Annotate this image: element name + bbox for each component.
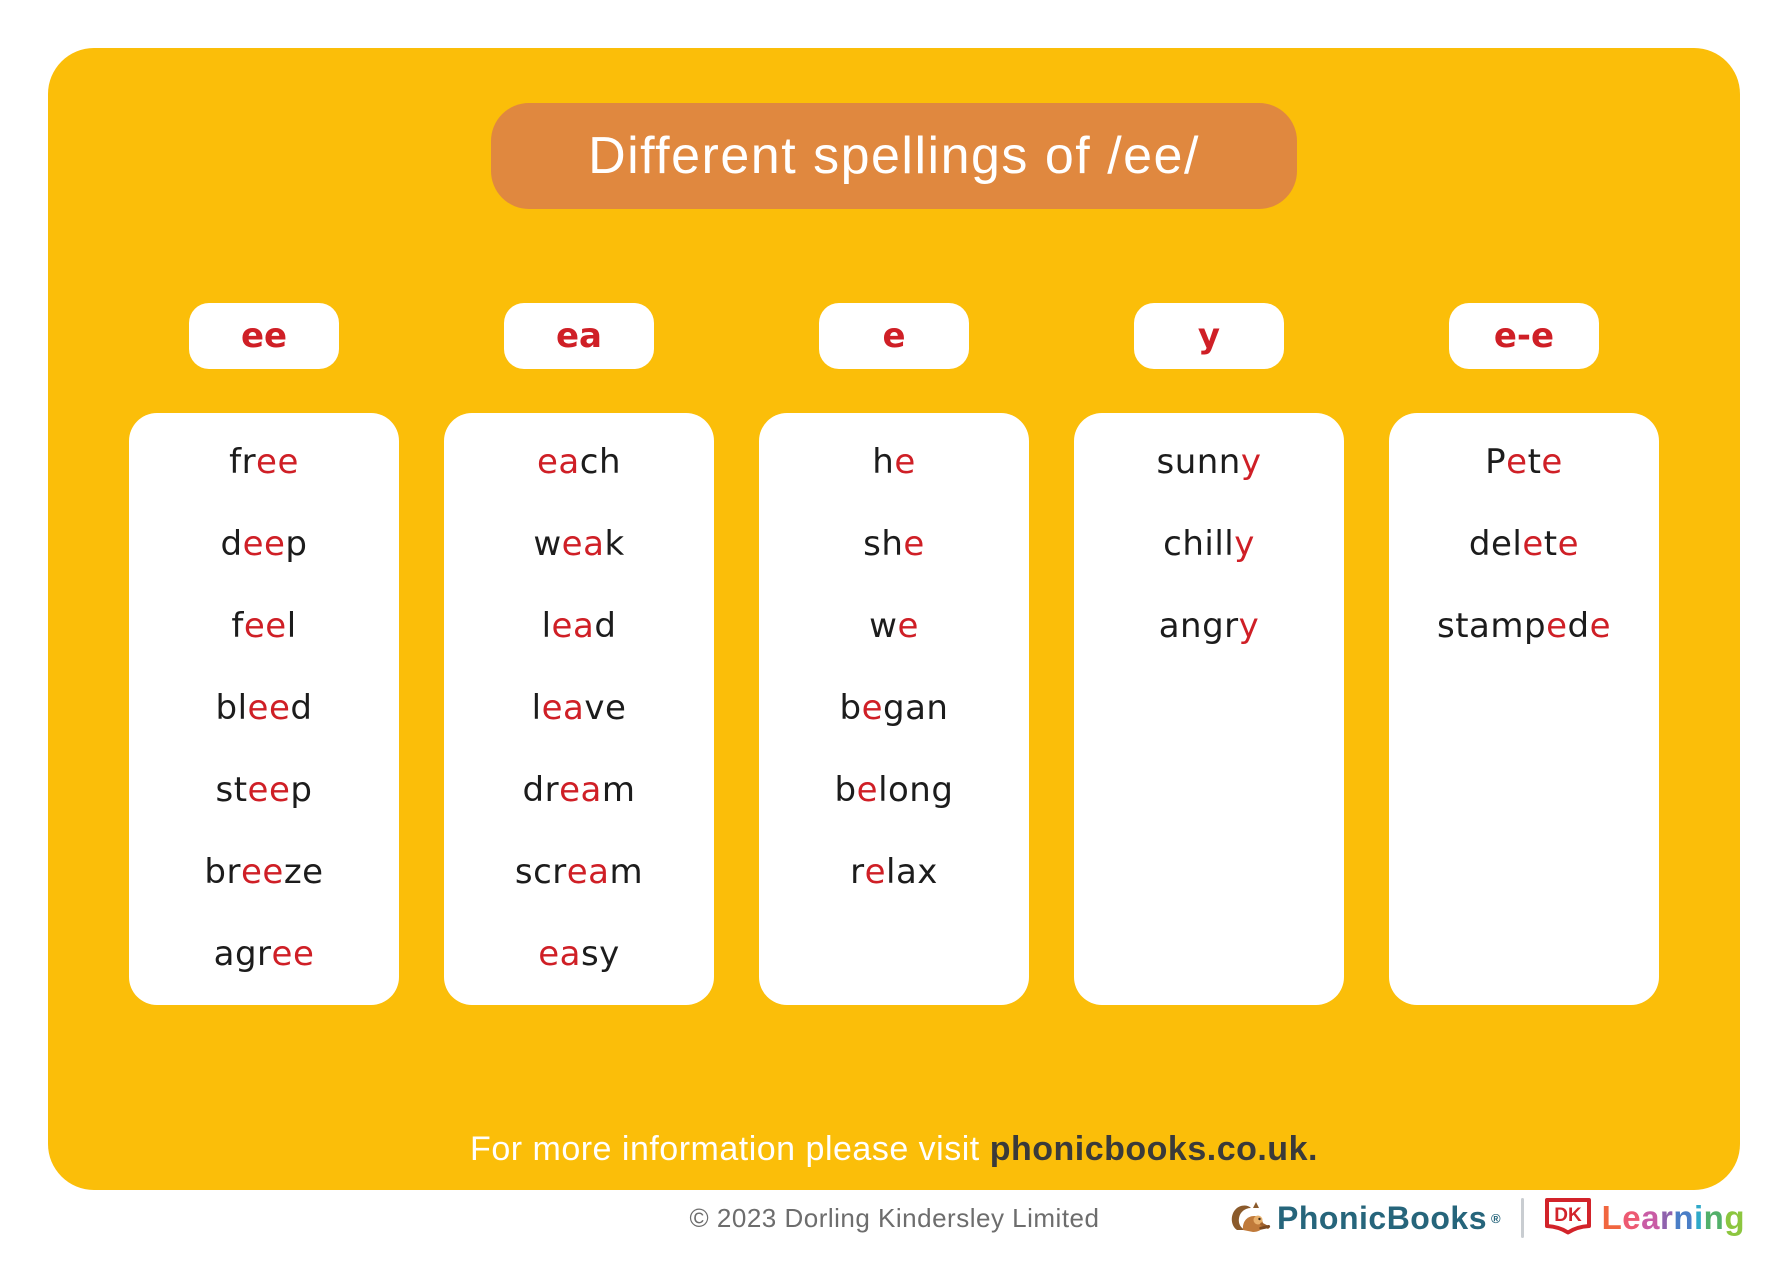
word-segment: k	[604, 524, 625, 564]
grapheme-highlight: e	[1522, 524, 1544, 564]
grapheme-highlight: e	[1506, 442, 1528, 482]
copyright-text: © 2023 Dorling Kindersley Limited	[689, 1203, 1100, 1233]
word	[129, 667, 399, 749]
word-segment: d	[290, 688, 313, 728]
grapheme-highlight: e	[903, 524, 925, 564]
word-segment: d	[1567, 606, 1590, 646]
svg-text:DK: DK	[1553, 1205, 1582, 1226]
column-label-pill	[819, 303, 969, 369]
word-segment: l	[541, 606, 552, 646]
word-segment: ve	[584, 688, 627, 728]
word	[1389, 503, 1659, 585]
learning-wordmark	[1602, 1199, 1745, 1237]
word	[129, 831, 399, 913]
squirrel-icon	[1229, 1196, 1273, 1240]
word	[759, 667, 1029, 749]
column-e-e	[1389, 303, 1659, 1005]
word-card	[1389, 413, 1659, 1005]
word-segment: gan	[883, 688, 949, 728]
word-segment: d	[594, 606, 617, 646]
column-ea	[444, 303, 714, 1005]
word-segment: f	[231, 606, 244, 646]
learning-letter: g	[1724, 1199, 1745, 1236]
word-segment: fr	[229, 442, 257, 482]
word-segment: m	[609, 852, 644, 892]
word	[129, 749, 399, 831]
grapheme-highlight: y	[1238, 606, 1260, 646]
word-segment: chill	[1163, 524, 1235, 564]
word-segment: stamp	[1436, 606, 1547, 646]
word-segment: lax	[886, 852, 938, 892]
dk-learning-logo	[1544, 1197, 1745, 1239]
word	[129, 503, 399, 585]
grapheme-highlight: e	[1546, 606, 1568, 646]
word-segment: sh	[863, 524, 904, 564]
grapheme-highlight: ee	[247, 770, 291, 810]
learning-letter: L	[1601, 1199, 1623, 1236]
word-segment: r	[850, 852, 865, 892]
grapheme-highlight: ea	[541, 688, 585, 728]
word-segment: long	[878, 770, 954, 810]
word	[1389, 421, 1659, 503]
learning-letter: r	[1659, 1199, 1674, 1236]
column-y	[1074, 303, 1344, 1005]
column-label: e	[882, 316, 906, 356]
word-segment: t	[1527, 442, 1542, 482]
word-segment: angr	[1158, 606, 1239, 646]
learning-letter: a	[1641, 1199, 1660, 1236]
grapheme-highlight: e	[897, 606, 919, 646]
grapheme-highlight: ea	[551, 606, 595, 646]
registered-mark: ®	[1490, 1210, 1501, 1226]
learning-letter: n	[1703, 1199, 1725, 1236]
column-label-pill	[1449, 303, 1599, 369]
grapheme-highlight: e	[861, 688, 884, 728]
word	[1074, 585, 1344, 667]
column-e	[759, 303, 1029, 1005]
title-banner	[491, 103, 1297, 209]
word-segment: br	[204, 852, 241, 892]
grapheme-highlight: e	[864, 852, 886, 892]
spelling-columns	[129, 303, 1659, 1005]
word-card	[129, 413, 399, 1005]
learning-letter: i	[1693, 1199, 1704, 1236]
word	[759, 831, 1029, 913]
word	[759, 503, 1029, 585]
word-segment: agr	[213, 934, 272, 974]
word	[444, 749, 714, 831]
word-card	[1074, 413, 1344, 1005]
grapheme-highlight: ee	[243, 606, 287, 646]
phonicbooks-wordmark: PhonicBooks	[1277, 1199, 1487, 1236]
column-label-pill	[1134, 303, 1284, 369]
footer-website: phonicbooks.co.uk.	[989, 1130, 1318, 1168]
word-segment: d	[220, 524, 243, 564]
word-segment: ze	[283, 852, 324, 892]
word	[444, 421, 714, 503]
grapheme-highlight: ea	[536, 442, 580, 482]
word-segment: m	[601, 770, 636, 810]
logo-row	[1229, 1196, 1745, 1240]
grapheme-highlight: ea	[566, 852, 610, 892]
word-segment: b	[834, 770, 857, 810]
phonicbooks-logo	[1229, 1196, 1501, 1240]
column-label: y	[1197, 316, 1221, 356]
word-segment: h	[872, 442, 895, 482]
column-label-pill	[504, 303, 654, 369]
grapheme-highlight: ea	[561, 524, 605, 564]
word-segment: w	[533, 524, 562, 564]
word-segment: P	[1485, 442, 1507, 482]
page-title: Different spellings of /ee/	[588, 127, 1200, 185]
worksheet-board	[48, 48, 1740, 1190]
footer-text: For more information please visit	[470, 1130, 990, 1168]
grapheme-highlight: e	[894, 442, 916, 482]
grapheme-highlight: ea	[559, 770, 602, 810]
word-card	[444, 413, 714, 1005]
grapheme-highlight: y	[1240, 442, 1262, 482]
grapheme-highlight: ee	[256, 442, 299, 482]
word-segment: p	[290, 770, 313, 810]
column-label: ea	[555, 316, 602, 356]
word-segment: t	[1543, 524, 1558, 564]
dk-book-icon	[1544, 1197, 1592, 1239]
word	[129, 421, 399, 503]
grapheme-highlight: ea	[538, 934, 581, 974]
column-ee	[129, 303, 399, 1005]
word	[1389, 585, 1659, 667]
column-label-pill	[189, 303, 339, 369]
learning-letter: e	[1622, 1199, 1642, 1236]
grapheme-highlight: e	[856, 770, 879, 810]
column-label: e-e	[1493, 316, 1555, 356]
grapheme-highlight: e	[1541, 442, 1563, 482]
grapheme-highlight: e	[1589, 606, 1612, 646]
word	[444, 831, 714, 913]
word-segment: sunn	[1156, 442, 1241, 482]
word	[129, 913, 399, 995]
grapheme-highlight: y	[1234, 524, 1255, 564]
word-segment: l	[531, 688, 542, 728]
word-segment: sy	[580, 934, 620, 974]
grapheme-highlight: ee	[242, 524, 286, 564]
column-label: ee	[240, 316, 288, 356]
word-segment: w	[869, 606, 898, 646]
word-segment: bl	[215, 688, 248, 728]
logo-divider	[1521, 1198, 1524, 1238]
grapheme-highlight: e	[1557, 524, 1580, 564]
word	[129, 585, 399, 667]
word	[759, 421, 1029, 503]
word-segment: dr	[522, 770, 560, 810]
word	[444, 667, 714, 749]
word	[444, 913, 714, 995]
learning-letter: n	[1673, 1199, 1694, 1236]
grapheme-highlight: ee	[240, 852, 284, 892]
word-segment: b	[839, 688, 862, 728]
word	[444, 585, 714, 667]
word-segment: del	[1468, 524, 1523, 564]
word	[759, 585, 1029, 667]
footer-note	[48, 1130, 1740, 1169]
word	[1074, 421, 1344, 503]
word	[759, 749, 1029, 831]
word-segment: ch	[579, 442, 621, 482]
word-card	[759, 413, 1029, 1005]
word	[1074, 503, 1344, 585]
word-segment: st	[215, 770, 248, 810]
word	[444, 503, 714, 585]
word-segment: p	[285, 524, 308, 564]
word-segment: scr	[514, 852, 567, 892]
grapheme-highlight: ee	[271, 934, 315, 974]
grapheme-highlight: ee	[247, 688, 291, 728]
word-segment: l	[286, 606, 297, 646]
